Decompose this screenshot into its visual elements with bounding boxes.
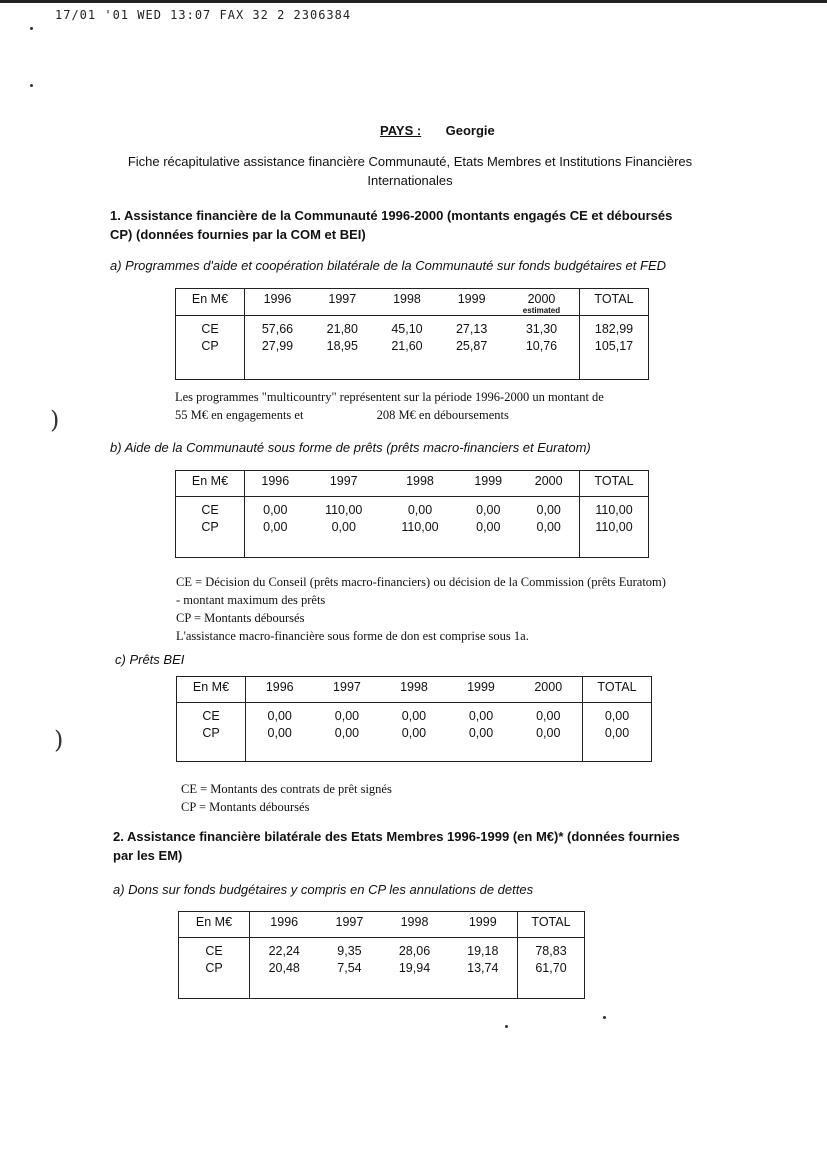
cp-value: 110,00 [401,520,439,534]
year-header: 1998 [382,471,458,497]
note-line: CE = Montants des contrats de prêt signés [181,782,392,796]
cp-value: 20,48 [268,961,300,975]
ce-value: 0,00 [536,503,561,517]
table-header-row [179,912,585,938]
row-label-cp: CP [205,961,223,975]
punch-hole-mark: ) [54,726,64,754]
cell-total [518,938,585,999]
table-1c [176,676,652,762]
row-labels [176,316,245,380]
cp-value: 18,95 [326,339,358,353]
row-labels [176,497,245,558]
ce-value: 0,00 [536,709,561,723]
cell-1996 [245,497,306,558]
ce-value: 57,66 [261,322,294,336]
ce-value: 0,00 [407,503,433,517]
cell-1997 [313,703,380,762]
speck [30,84,33,87]
cell-1998 [380,938,448,999]
ce-value: 28,06 [398,944,431,958]
country-label: PAYS : [380,123,422,138]
year-header: 1999 [458,471,518,497]
cell-1998 [382,497,458,558]
multicountry-note [175,388,675,424]
year-header-estimated [504,289,580,316]
row-label-ce: CE [202,709,220,723]
section1b-title: b) Aide de la Communauté sous forme de prêts (prêts macro-financiers et Euratom) [110,440,591,455]
section1-title-line2: CP) (données fournies par la COM et BEI) [110,227,366,242]
year-header: 1998 [380,677,447,703]
ce-value: 19,18 [467,944,499,958]
year-header: 1996 [246,677,314,703]
cell-total [580,316,649,380]
cell-1997 [310,316,375,380]
row-label-cp: CP [202,726,220,740]
table-1b [175,470,649,558]
cp-value: 0,00 [476,520,501,534]
cp-value: 25,87 [455,339,488,353]
note-deboursements: 208 M€ en déboursements [376,408,509,422]
cp-value: 21,60 [391,339,423,353]
note-line: CP = Montants déboursés [181,800,310,814]
ce-value: 22,24 [268,944,300,958]
table-label-header: En M€ [176,289,245,316]
ce-value: 27,13 [455,322,488,336]
cp-value: 13,74 [467,961,499,975]
total-header: TOTAL [580,289,649,316]
table-header-row [177,677,652,703]
ce-value: 0,00 [401,709,427,723]
year-header: 2000 [518,471,579,497]
row-label-ce: CE [201,503,219,517]
table-data-row [177,703,652,762]
ce-value: 45,10 [391,322,423,336]
cp-value: 0,00 [263,520,288,534]
cell-1996 [250,938,319,999]
row-label-ce: CE [205,944,223,958]
multicountry-note-line1: Les programmes "multicountry" représentent sur la période 1996-2000 un montant de [175,390,604,404]
section1a-title: a) Programmes d'aide et coopération bilatérale de la Communauté sur fonds budgétaires et FED [110,258,667,273]
subtitle-line2: Internationales [367,173,453,188]
section1c-title: c) Prêts BEI [115,652,185,667]
cp-value: 0,00 [401,726,427,740]
note-line: - montant maximum des prêts [176,593,326,607]
section2-title-line2: par les EM) [113,848,183,863]
cp-value: 0,00 [536,520,561,534]
cell-1998 [380,703,447,762]
multicountry-note-line2 [175,406,675,424]
cell-1999 [458,497,518,558]
note-line: CP = Montants déboursés [176,611,305,625]
cp-value: 27,99 [261,339,294,353]
fax-top-border [0,0,827,3]
cp-value: 0,00 [334,726,360,740]
year-header: 1997 [310,289,375,316]
cp-value: 0,00 [536,726,561,740]
year-header: 1996 [250,912,319,938]
year-header: 1996 [245,471,306,497]
cp-value: 0,00 [468,726,494,740]
cp-value: 19,94 [398,961,431,975]
section1-title [110,206,672,244]
ce-value: 0,00 [267,709,292,723]
cell-total [583,703,652,762]
total-header: TOTAL [518,912,585,938]
ce-total: 0,00 [604,709,630,723]
speck [603,1016,606,1019]
note-engagements: 55 M€ en engagements et [175,408,304,422]
cell-2000 [518,497,579,558]
cell-1996 [245,316,310,380]
note-line: CE = Décision du Conseil (prêts macro-financiers) ou décision de la Commission (prêts Euratom) [176,575,666,589]
section2a-title: a) Dons sur fonds budgétaires y compris en CP les annulations de dettes [113,882,534,897]
cell-1999 [449,938,518,999]
cell-total [580,497,649,558]
country-value: Georgie [445,123,495,138]
cell-1999 [447,703,514,762]
table-2a [178,911,585,999]
ce-value: 0,00 [263,503,288,517]
ce-value: 0,00 [334,709,360,723]
cp-value: 0,00 [267,726,292,740]
ce-value: 31,30 [525,322,558,336]
cp-value: 0,00 [331,520,356,534]
ce-value: 0,00 [468,709,494,723]
table-label-header: En M€ [176,471,245,497]
section1c-notes [181,780,581,816]
note-line: L'assistance macro-financière sous forme de don est comprise sous 1a. [176,629,529,643]
total-header: TOTAL [583,677,652,703]
year-header: 1998 [375,289,440,316]
ce-total: 110,00 [595,503,633,517]
year-header: 1997 [306,471,382,497]
table-header-row [176,471,649,497]
cell-1998 [375,316,440,380]
speck [505,1025,508,1028]
cell-1999 [439,316,504,380]
total-header: TOTAL [580,471,649,497]
row-label-cp: CP [201,339,219,353]
cell-2000 [515,703,583,762]
table-header-row [176,289,649,316]
speck [30,27,33,30]
punch-hole-mark: ) [50,406,60,434]
ce-value: 9,35 [337,944,362,958]
row-label-cp: CP [201,520,219,534]
year-header: 1999 [449,912,518,938]
section1b-notes [176,573,736,645]
cp-value: 7,54 [337,961,362,975]
year-header: 1999 [447,677,514,703]
ce-total: 182,99 [594,322,634,336]
ce-value: 110,00 [325,503,363,517]
ce-value: 21,80 [326,322,358,336]
fax-header: 17/01 '01 WED 13:07 FAX 32 2 2306384 [55,8,352,22]
cp-total: 61,70 [535,961,567,975]
table-data-row [176,497,649,558]
table-data-row [179,938,585,999]
table-label-header: En M€ [177,677,246,703]
table-data-row [176,316,649,380]
cell-2000 [504,316,580,380]
ce-value: 0,00 [476,503,501,517]
year-header: 1997 [313,677,380,703]
row-labels [179,938,250,999]
cell-1997 [318,938,380,999]
subtitle-line1: Fiche récapitulative assistance financière Communauté, Etats Membres et Institutions Financières [127,154,693,169]
section1-title-line1: 1. Assistance financière de la Communauté 1996-2000 (montants engagés CE et déboursés [110,208,673,223]
table-1a [175,288,649,380]
cp-total: 110,00 [595,520,633,534]
year-header: 1996 [245,289,310,316]
row-label-ce: CE [201,322,219,336]
section2-title [113,827,680,865]
ce-total: 78,83 [535,944,567,958]
cp-total: 105,17 [594,339,634,353]
section2-title-line1: 2. Assistance financière bilatérale des Etats Membres 1996-1999 (en M€)* (données fournies [113,829,680,844]
year-header: 1999 [439,289,504,316]
year-header: 1998 [380,912,448,938]
cp-total: 0,00 [604,726,630,740]
country-line [380,122,495,140]
cell-1996 [246,703,314,762]
year-label: 2000 [527,292,556,306]
cp-value: 10,76 [525,339,558,353]
year-header: 1997 [318,912,380,938]
table-label-header: En M€ [179,912,250,938]
estimated-label: estimated [522,306,561,315]
year-header: 2000 [515,677,583,703]
row-labels [177,703,246,762]
cell-1997 [306,497,382,558]
